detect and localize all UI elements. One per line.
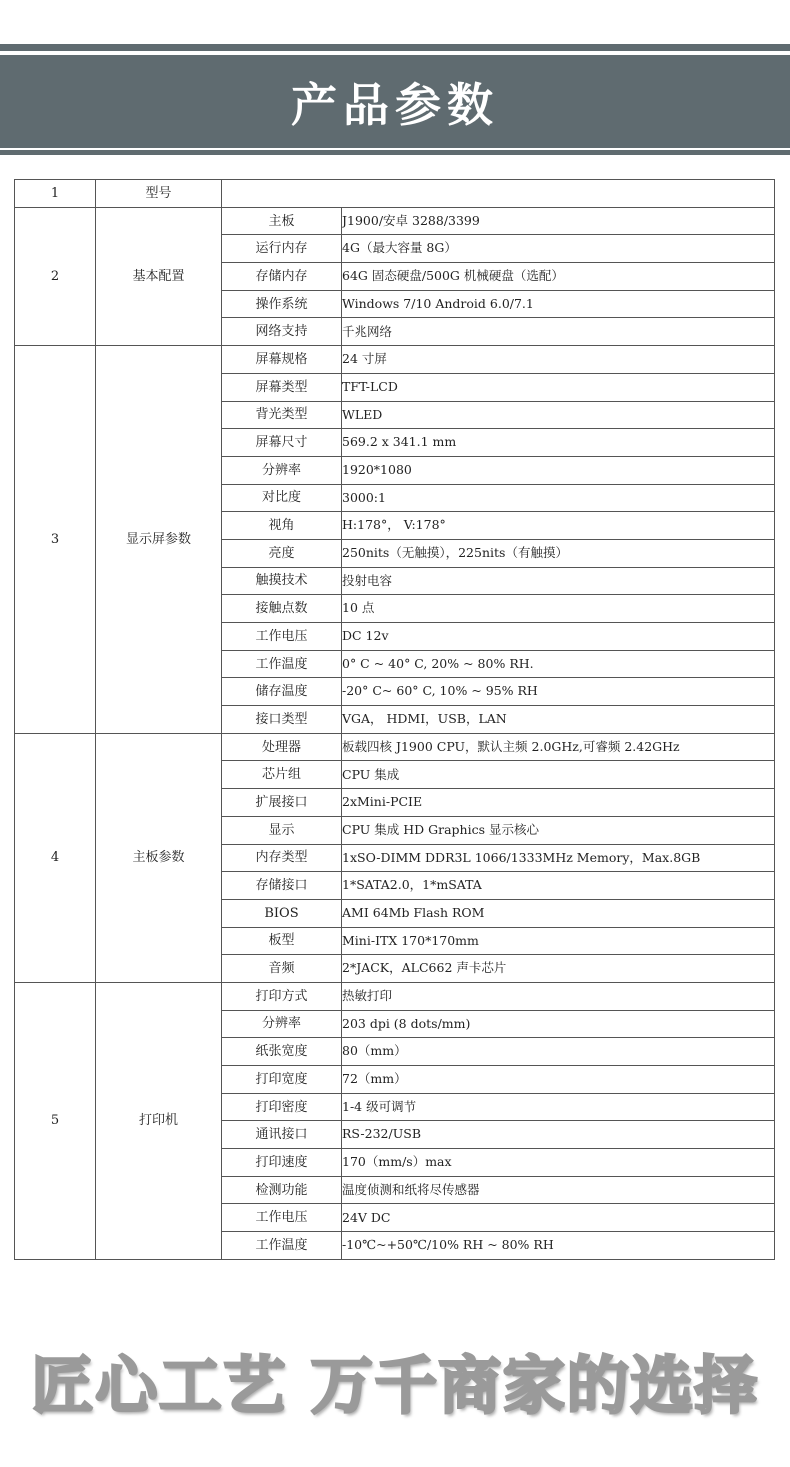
spec-label: 工作电压 — [222, 623, 342, 651]
spec-value: -10℃~+50℃/10% RH ~ 80% RH — [342, 1232, 775, 1260]
spec-label: BIOS — [222, 899, 342, 927]
spec-label: 屏幕规格 — [222, 346, 342, 374]
spec-value: 2*JACK，ALC662 声卡芯片 — [342, 955, 775, 983]
spec-label: 显示 — [222, 816, 342, 844]
spec-value: J1900/安卓 3288/3399 — [342, 207, 775, 235]
spec-value: 1-4 级可调节 — [342, 1093, 775, 1121]
group-category: 基本配置 — [96, 207, 222, 345]
spec-label: 扩展接口 — [222, 789, 342, 817]
spec-label: 视角 — [222, 512, 342, 540]
spec-value: -20° C~ 60° C, 10% ~ 95% RH — [342, 678, 775, 706]
spec-value: CPU 集成 HD Graphics 显示核心 — [342, 816, 775, 844]
header-top-stripe — [0, 44, 790, 51]
spec-label: 芯片组 — [222, 761, 342, 789]
spec-label: 打印密度 — [222, 1093, 342, 1121]
spec-value: 250nits（无触摸），225nits（有触摸） — [342, 539, 775, 567]
model-value — [222, 180, 775, 208]
spec-value: 2xMini-PCIE — [342, 789, 775, 817]
group-category: 主板参数 — [96, 733, 222, 982]
spec-value: 3000:1 — [342, 484, 775, 512]
spec-label: 储存温度 — [222, 678, 342, 706]
spec-table-body — [15, 180, 775, 1260]
spec-label: 打印宽度 — [222, 1066, 342, 1094]
spec-label: 音频 — [222, 955, 342, 983]
footer-slogan: 匠心工艺 万千商家的选择 — [31, 1348, 759, 1422]
model-label: 型号 — [96, 180, 222, 208]
header-banner — [0, 55, 790, 148]
spec-value: 4G（最大容量 8G） — [342, 235, 775, 263]
spec-label: 存储内存 — [222, 263, 342, 291]
spec-label: 存储接口 — [222, 872, 342, 900]
spec-value: 1xSO-DIMM DDR3L 1066/1333MHz Memory，Max.8GB — [342, 844, 775, 872]
spec-table — [14, 179, 775, 1260]
spec-value: 170（mm/s）max — [342, 1149, 775, 1177]
spec-value: 64G 固态硬盘/500G 机械硬盘（选配） — [342, 263, 775, 291]
table-row — [15, 982, 775, 1010]
spec-label: 工作温度 — [222, 650, 342, 678]
spec-label: 内存类型 — [222, 844, 342, 872]
spec-value: 10 点 — [342, 595, 775, 623]
spec-value: 80（mm） — [342, 1038, 775, 1066]
spec-label: 接口类型 — [222, 706, 342, 734]
spec-label: 纸张宽度 — [222, 1038, 342, 1066]
spec-label: 分辨率 — [222, 456, 342, 484]
spec-value: Windows 7/10 Android 6.0/7.1 — [342, 290, 775, 318]
spec-value: Mini-ITX 170*170mm — [342, 927, 775, 955]
group-number: 5 — [15, 982, 96, 1259]
spec-label: 操作系统 — [222, 290, 342, 318]
spec-label: 板型 — [222, 927, 342, 955]
spec-value: TFT-LCD — [342, 373, 775, 401]
spec-label: 对比度 — [222, 484, 342, 512]
spec-label: 运行内存 — [222, 235, 342, 263]
spec-value: 板载四核 J1900 CPU，默认主频 2.0GHz,可睿频 2.42GHz — [342, 733, 775, 761]
row-number: 1 — [15, 180, 96, 208]
spec-value: 24V DC — [342, 1204, 775, 1232]
spec-label: 分辨率 — [222, 1010, 342, 1038]
spec-value: WLED — [342, 401, 775, 429]
spec-label: 处理器 — [222, 733, 342, 761]
spec-value: 温度侦测和纸将尽传感器 — [342, 1176, 775, 1204]
group-number: 4 — [15, 733, 96, 982]
table-row — [15, 346, 775, 374]
spec-value: CPU 集成 — [342, 761, 775, 789]
spec-label: 背光类型 — [222, 401, 342, 429]
spec-label: 屏幕类型 — [222, 373, 342, 401]
spec-label: 主板 — [222, 207, 342, 235]
spec-value: DC 12v — [342, 623, 775, 651]
spec-label: 打印方式 — [222, 982, 342, 1010]
spec-value: 569.2 x 341.1 mm — [342, 429, 775, 457]
group-number: 2 — [15, 207, 96, 345]
spec-label: 工作温度 — [222, 1232, 342, 1260]
spec-label: 通讯接口 — [222, 1121, 342, 1149]
spec-label: 检测功能 — [222, 1176, 342, 1204]
spec-value: 千兆网络 — [342, 318, 775, 346]
spec-value: RS-232/USB — [342, 1121, 775, 1149]
spec-label: 接触点数 — [222, 595, 342, 623]
spec-label: 网络支持 — [222, 318, 342, 346]
spec-value: AMI 64Mb Flash ROM — [342, 899, 775, 927]
spec-label: 亮度 — [222, 539, 342, 567]
spec-value: 203 dpi (8 dots/mm) — [342, 1010, 775, 1038]
group-category: 打印机 — [96, 982, 222, 1259]
spec-label: 工作电压 — [222, 1204, 342, 1232]
spec-value: 热敏打印 — [342, 982, 775, 1010]
spec-value: 24 寸屏 — [342, 346, 775, 374]
page-title: 产品参数 — [291, 77, 499, 132]
spec-value: 1920*1080 — [342, 456, 775, 484]
table-row — [15, 180, 775, 208]
spec-value: 0° C ~ 40° C, 20% ~ 80% RH. — [342, 650, 775, 678]
spec-label: 触摸技术 — [222, 567, 342, 595]
group-number: 3 — [15, 346, 96, 734]
spec-value: 72（mm） — [342, 1066, 775, 1094]
spec-value: 1*SATA2.0，1*mSATA — [342, 872, 775, 900]
spec-value: H:178°， V:178° — [342, 512, 775, 540]
table-row — [15, 207, 775, 235]
header-bottom-stripe — [0, 150, 790, 155]
group-category: 显示屏参数 — [96, 346, 222, 734]
spec-label: 打印速度 — [222, 1149, 342, 1177]
spec-label: 屏幕尺寸 — [222, 429, 342, 457]
spec-value: 投射电容 — [342, 567, 775, 595]
table-row — [15, 733, 775, 761]
spec-value: VGA， HDMI，USB，LAN — [342, 706, 775, 734]
